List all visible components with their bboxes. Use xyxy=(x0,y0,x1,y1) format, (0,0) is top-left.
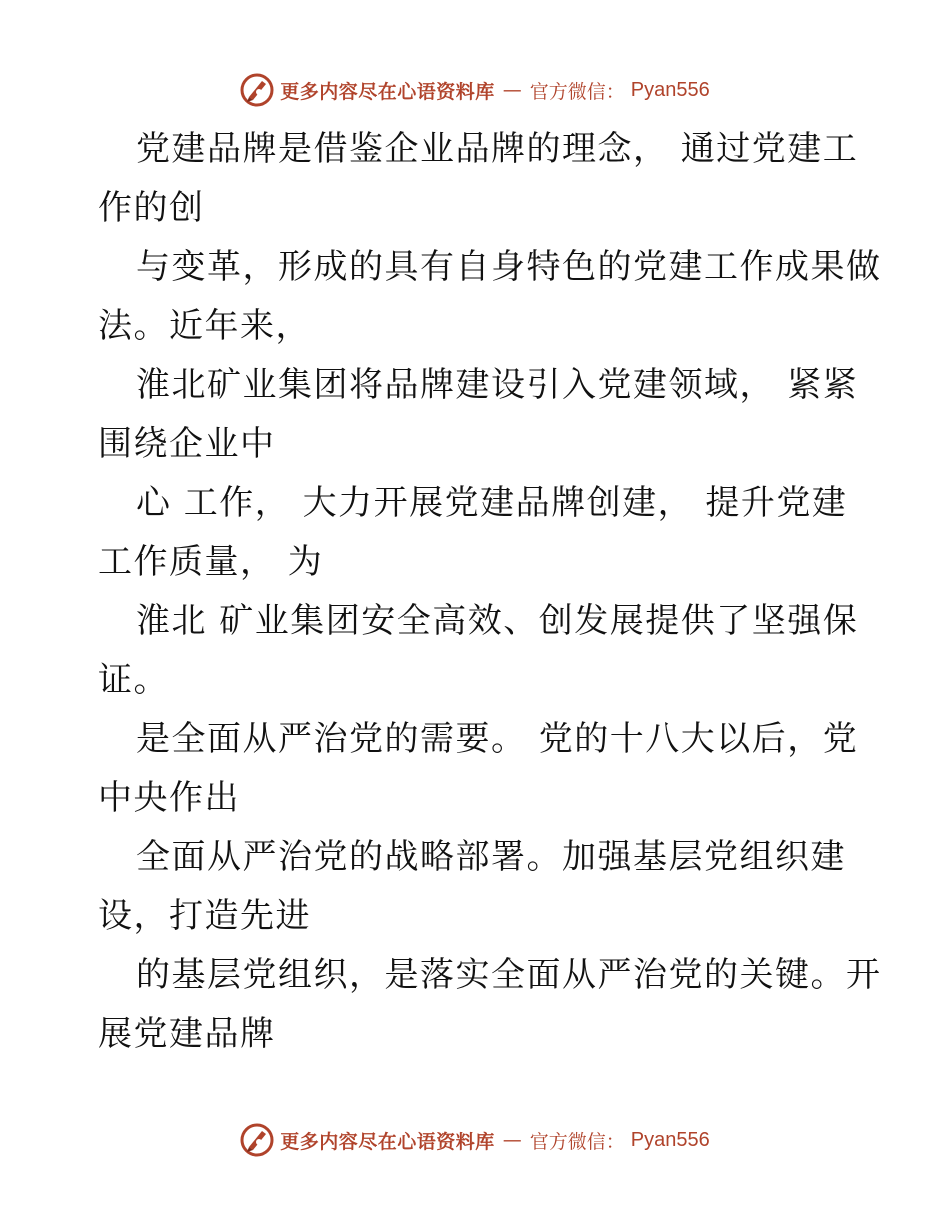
banner-wechat-label: 官方微信： xyxy=(529,1130,625,1153)
banner-separator: — xyxy=(502,1129,522,1151)
banner-wechat-label: 官方微信： xyxy=(529,80,625,103)
text-line: 淮北矿业集团将品牌建设引入党建领域， 紧紧 xyxy=(136,365,859,405)
text-line: 中央作出 xyxy=(98,778,240,818)
text-line: 全面从严治党的战略部署。加强基层党组织建 xyxy=(136,837,846,877)
brand-logo-icon xyxy=(240,1123,274,1157)
banner-wechat-id: Pyan556 xyxy=(630,1128,710,1151)
banner-title: 更多内容尽在心语资料库 xyxy=(280,1130,495,1153)
text-line: 党建品牌是借鉴企业品牌的理念， 通过党建工 xyxy=(136,129,859,169)
footer-banner xyxy=(0,1120,950,1160)
banner-wechat-id: Pyan556 xyxy=(630,78,710,101)
text-line: 的基层党组织，是落实全面从严治党的关键。开 xyxy=(136,955,882,995)
text-line: 心 工作， 大力开展党建品牌创建， 提升党建 xyxy=(136,483,848,523)
text-line: 作的创 xyxy=(98,188,205,228)
text-line: 证。 xyxy=(98,660,169,700)
header-banner xyxy=(0,70,950,110)
banner-separator: — xyxy=(502,79,522,101)
banner-title: 更多内容尽在心语资料库 xyxy=(280,80,495,103)
brand-logo-icon xyxy=(240,73,274,107)
text-line: 法。近年来， xyxy=(98,306,311,346)
text-line: 淮北 矿业集团安全高效、创发展提供了坚强保 xyxy=(136,601,859,641)
text-line: 是全面从严治党的需要。 党的十八大以后，党 xyxy=(136,719,859,759)
text-line: 工作质量， 为 xyxy=(98,542,324,582)
text-line: 围绕企业中 xyxy=(98,424,276,464)
document-body xyxy=(98,120,882,1064)
text-line: 展党建品牌 xyxy=(98,1014,276,1054)
text-line: 与变革，形成的具有自身特色的党建工作成果做 xyxy=(136,247,882,287)
text-line: 设，打造先进 xyxy=(98,896,311,936)
